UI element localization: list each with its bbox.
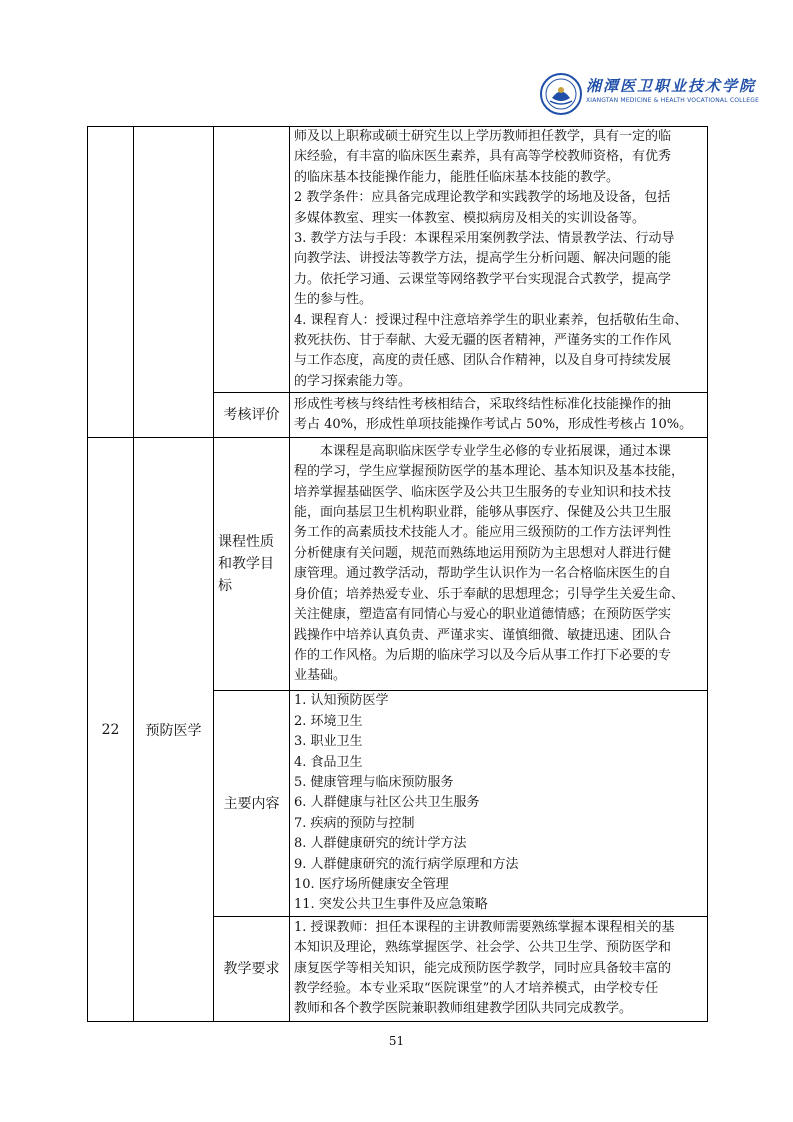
text-line: 分析健康有关问题，规范而熟练地运用预防为主思想对人群进行健 [294, 545, 672, 561]
prev-course-name-cell [134, 127, 214, 438]
list-item: 5. 健康管理与临床预防服务 [294, 774, 454, 790]
text-line: 能，面向基层卫生机构职业群，能够从事医疗、保健及公共卫生服 [294, 505, 672, 521]
text-line: 践操作中培养认真负责、严谨求实、谨慎细微、敏捷迅速、团队合 [294, 627, 672, 643]
logo-text-en: XIANGTAN MEDICINE & HEALTH VOCATIONAL COLLEGE [586, 97, 760, 104]
text-line: 力。依托学习通、云课堂等网络教学平台实现混合式教学，提高学 [294, 271, 672, 287]
text-line: 向教学法、讲授法等教学方法，提高学生分析问题、解决问题的能 [294, 251, 672, 267]
logo-text-cn: 湘潭医卫职业技术学院 [586, 77, 757, 95]
list-item: 8. 人群健康研究的统计学方法 [294, 836, 467, 852]
text-line: 康管理。通过教学活动，帮助学生认识作为一名合格临床医生的自 [294, 566, 672, 582]
text-line: 业基础。 [294, 668, 347, 684]
text-line: 教学经验。本专业采取“医院课堂”的人才培养模式，由学校专任 [294, 980, 659, 996]
prev-course-number-cell [88, 127, 134, 438]
text-line: 形成性考核与终结性考核相结合，采取终结性标准化技能操作的抽 [294, 396, 672, 412]
list-item: 1. 认知预防医学 [294, 693, 389, 709]
course-name: 预防医学 [134, 438, 214, 1021]
assessment-content [290, 393, 708, 438]
list-item: 10. 医疗场所健康安全管理 [294, 876, 449, 892]
text-line: 与工作态度，高度的责任感、团队合作精神，以及自身可持续发展 [294, 353, 672, 369]
course-nature-row [88, 438, 708, 691]
text-line: 关注健康，塑造富有同情心与爱心的职业道德情感；在预防医学实 [294, 607, 672, 623]
text-line: 多媒体教室、理实一体教室、模拟病房及相关的实训设备等。 [294, 210, 646, 226]
content-list [290, 691, 708, 916]
text-line: 的临床基本技能操作能力，能胜任临床基本技能的教学。 [294, 169, 620, 185]
list-item: 4. 食品卫生 [294, 754, 363, 770]
page-number: 51 [388, 1034, 405, 1048]
text-line: 师及以上职称或硕士研究生以上学历教师担任教学，具有一定的临 [294, 129, 672, 144]
text-line: 考占 40%，形成性单项技能操作考试占 50%，形成性考核占 10%。 [294, 417, 693, 433]
college-emblem-icon [540, 73, 582, 115]
college-logo [540, 73, 760, 117]
text-line: 教师和各个教学医院兼职教师组建教学团队共同完成教学。 [294, 1001, 633, 1017]
list-item: 6. 人群健康与社区公共卫生服务 [294, 795, 480, 811]
nature-label: 课程性质和教学目标 [214, 438, 290, 691]
text-line: 2 教学条件：应具备完成理论教学和实践教学的场地及设备，包括 [294, 190, 671, 206]
course-table [87, 126, 708, 1022]
req-content [290, 916, 708, 1021]
prev-teaching-req-label-cell [214, 127, 290, 393]
text-line: 身价值；培养热爱专业、乐于奉献的思想理念；引导学生关爱生命、 [294, 586, 685, 602]
text-line: 的学习探索能力等。 [294, 373, 412, 389]
list-item: 7. 疾病的预防与控制 [294, 815, 415, 831]
text-line: 作的工作风格。为后期的临床学习以及今后从事工作打下必要的专 [294, 647, 672, 663]
text-line: 1. 授课教师：担任本课程的主讲教师需要熟练掌握本课程相关的基 [294, 919, 675, 935]
content-label: 主要内容 [214, 691, 290, 916]
text-line: 3. 教学方法与手段：本课程采用案例教学法、情景教学法、行动导 [294, 231, 675, 247]
text-line: 务工作的高素质技术技能人才。能应用三级预防的工作方法评判性 [294, 525, 672, 541]
text-line: 生的参与性。 [294, 292, 373, 308]
text-line: 本知识及理论，熟练掌握医学、社会学、公共卫生学、预防医学和 [294, 940, 672, 956]
course-number: 22 [88, 438, 134, 1021]
text-line: 本课程是高职临床医学专业学生必修的专业拓展课，通过本课 [320, 443, 672, 459]
text-line: 程的学习，学生应掌握预防医学的基本理论、基本知识及基本技能， [294, 464, 685, 480]
text-line: 4. 课程育人：授课过程中注意培养学生的职业素养，包括敬佑生命、 [294, 312, 688, 328]
list-item: 3. 职业卫生 [294, 734, 363, 750]
text-line: 救死扶伤、甘于奉献、大爱无疆的医者精神，严谨务实的工作作风 [294, 333, 672, 349]
text-line: 康复医学等相关知识，能完成预防医学教学，同时应具备较丰富的 [294, 960, 672, 976]
list-item: 9. 人群健康研究的流行病学原理和方法 [294, 856, 519, 872]
text-line: 床经验，有丰富的临床医生素养，具有高等学校教师资格，有优秀 [294, 149, 672, 165]
prev-teaching-req-content [290, 127, 708, 393]
list-item: 2. 环境卫生 [294, 713, 363, 729]
prev-teaching-req-row [88, 127, 708, 393]
req-label: 教学要求 [214, 916, 290, 1021]
text-line: 培养掌握基础医学、临床医学及公共卫生服务的专业知识和技术技 [294, 484, 672, 500]
list-item: 11. 突发公共卫生事件及应急策略 [294, 897, 488, 913]
nature-content [290, 438, 708, 691]
assessment-label: 考核评价 [214, 393, 290, 438]
